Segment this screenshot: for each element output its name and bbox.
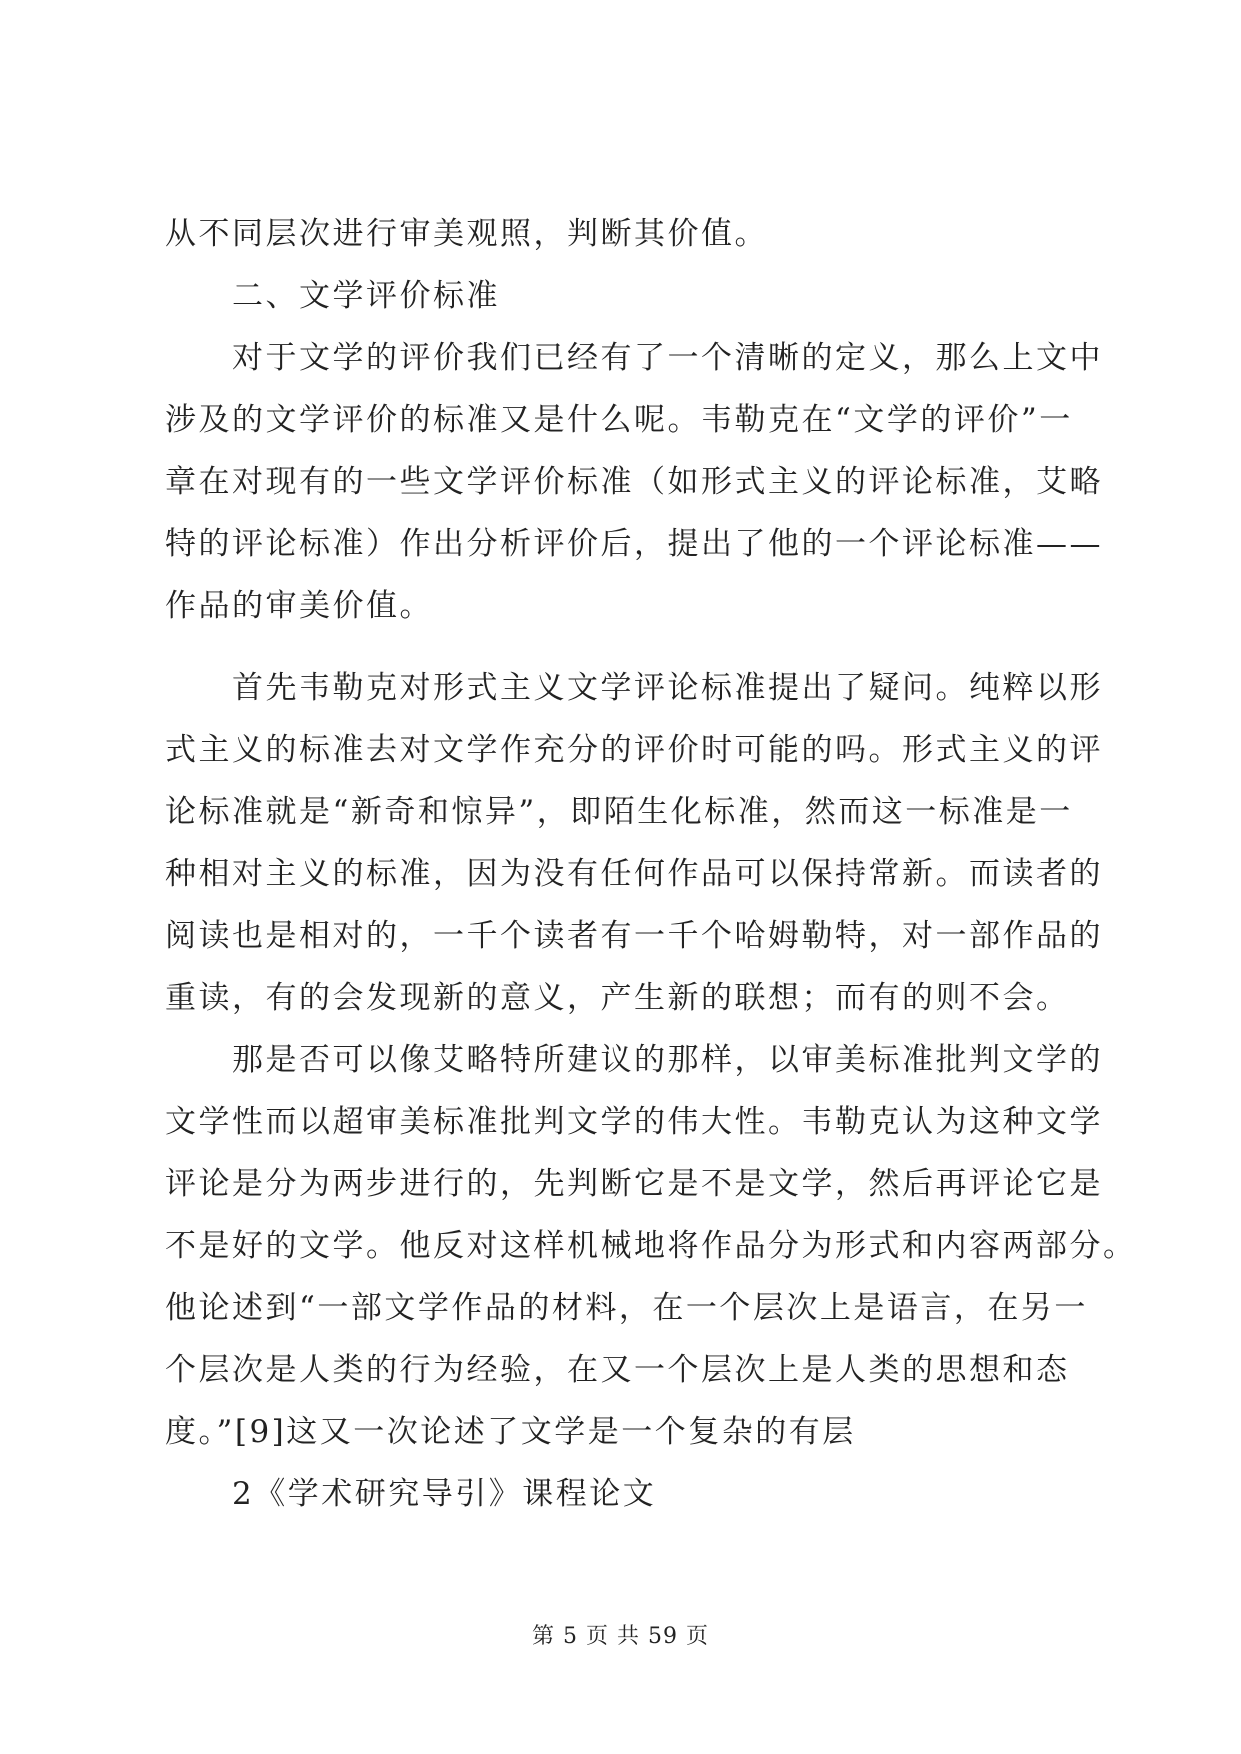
text-line: 种相对主义的标准，因为没有任何作品可以保持常新。而读者的 [165,856,1103,892]
text-line: 文学性而以超审美标准批判文学的伟大性。韦勒克认为这种文学 [165,1104,1103,1140]
page-number-footer: 第 5 页 共 59 页 [532,1624,709,1649]
text-line: 式主义的标准去对文学作充分的评价时可能的吗。形式主义的评 [165,732,1103,768]
text-line: 涉及的文学评价的标准又是什么呢。韦勒克在“文学的评价”一 [165,402,1073,438]
text-line: 作品的审美价值。 [165,588,433,624]
text-line: 重读，有的会发现新的意义，产生新的联想；而有的则不会。 [165,980,1070,1016]
text-line: 论标准就是“新奇和惊异”，即陌生化标准，然而这一标准是一 [165,794,1073,830]
text-line: 首先韦勒克对形式主义文学评论标准提出了疑问。纯粹以形 [165,670,1103,706]
text-line: 从不同层次进行审美观照，判断其价值。 [165,216,768,252]
text-line: 特的评论标准）作出分析评价后，提出了他的一个评论标准—— [165,526,1103,562]
text-line: 他论述到“一部文学作品的材料，在一个层次上是语言，在另一 [165,1290,1088,1326]
course-paper-label: 2《学术研究导引》课程论文 [165,1476,657,1512]
text-line: 不是好的文学。他反对这样机械地将作品分为形式和内容两部分。 [165,1228,1137,1264]
text-line: 个层次是人类的行为经验，在又一个层次上是人类的思想和态 [165,1352,1070,1388]
text-line: 评论是分为两步进行的，先判断它是不是文学，然后再评论它是 [165,1166,1103,1202]
section-heading: 二、文学评价标准 [165,278,500,314]
text-line: 那是否可以像艾略特所建议的那样，以审美标准批判文学的 [165,1042,1103,1078]
text-line: 度。”[9]这又一次论述了文学是一个复杂的有层 [165,1414,856,1450]
text-line: 章在对现有的一些文学评价标准（如形式主义的评论标准，艾略 [165,464,1103,500]
text-line: 对于文学的评价我们已经有了一个清晰的定义，那么上文中 [165,340,1103,376]
text-line: 阅读也是相对的，一千个读者有一千个哈姆勒特，对一部作品的 [165,918,1103,954]
